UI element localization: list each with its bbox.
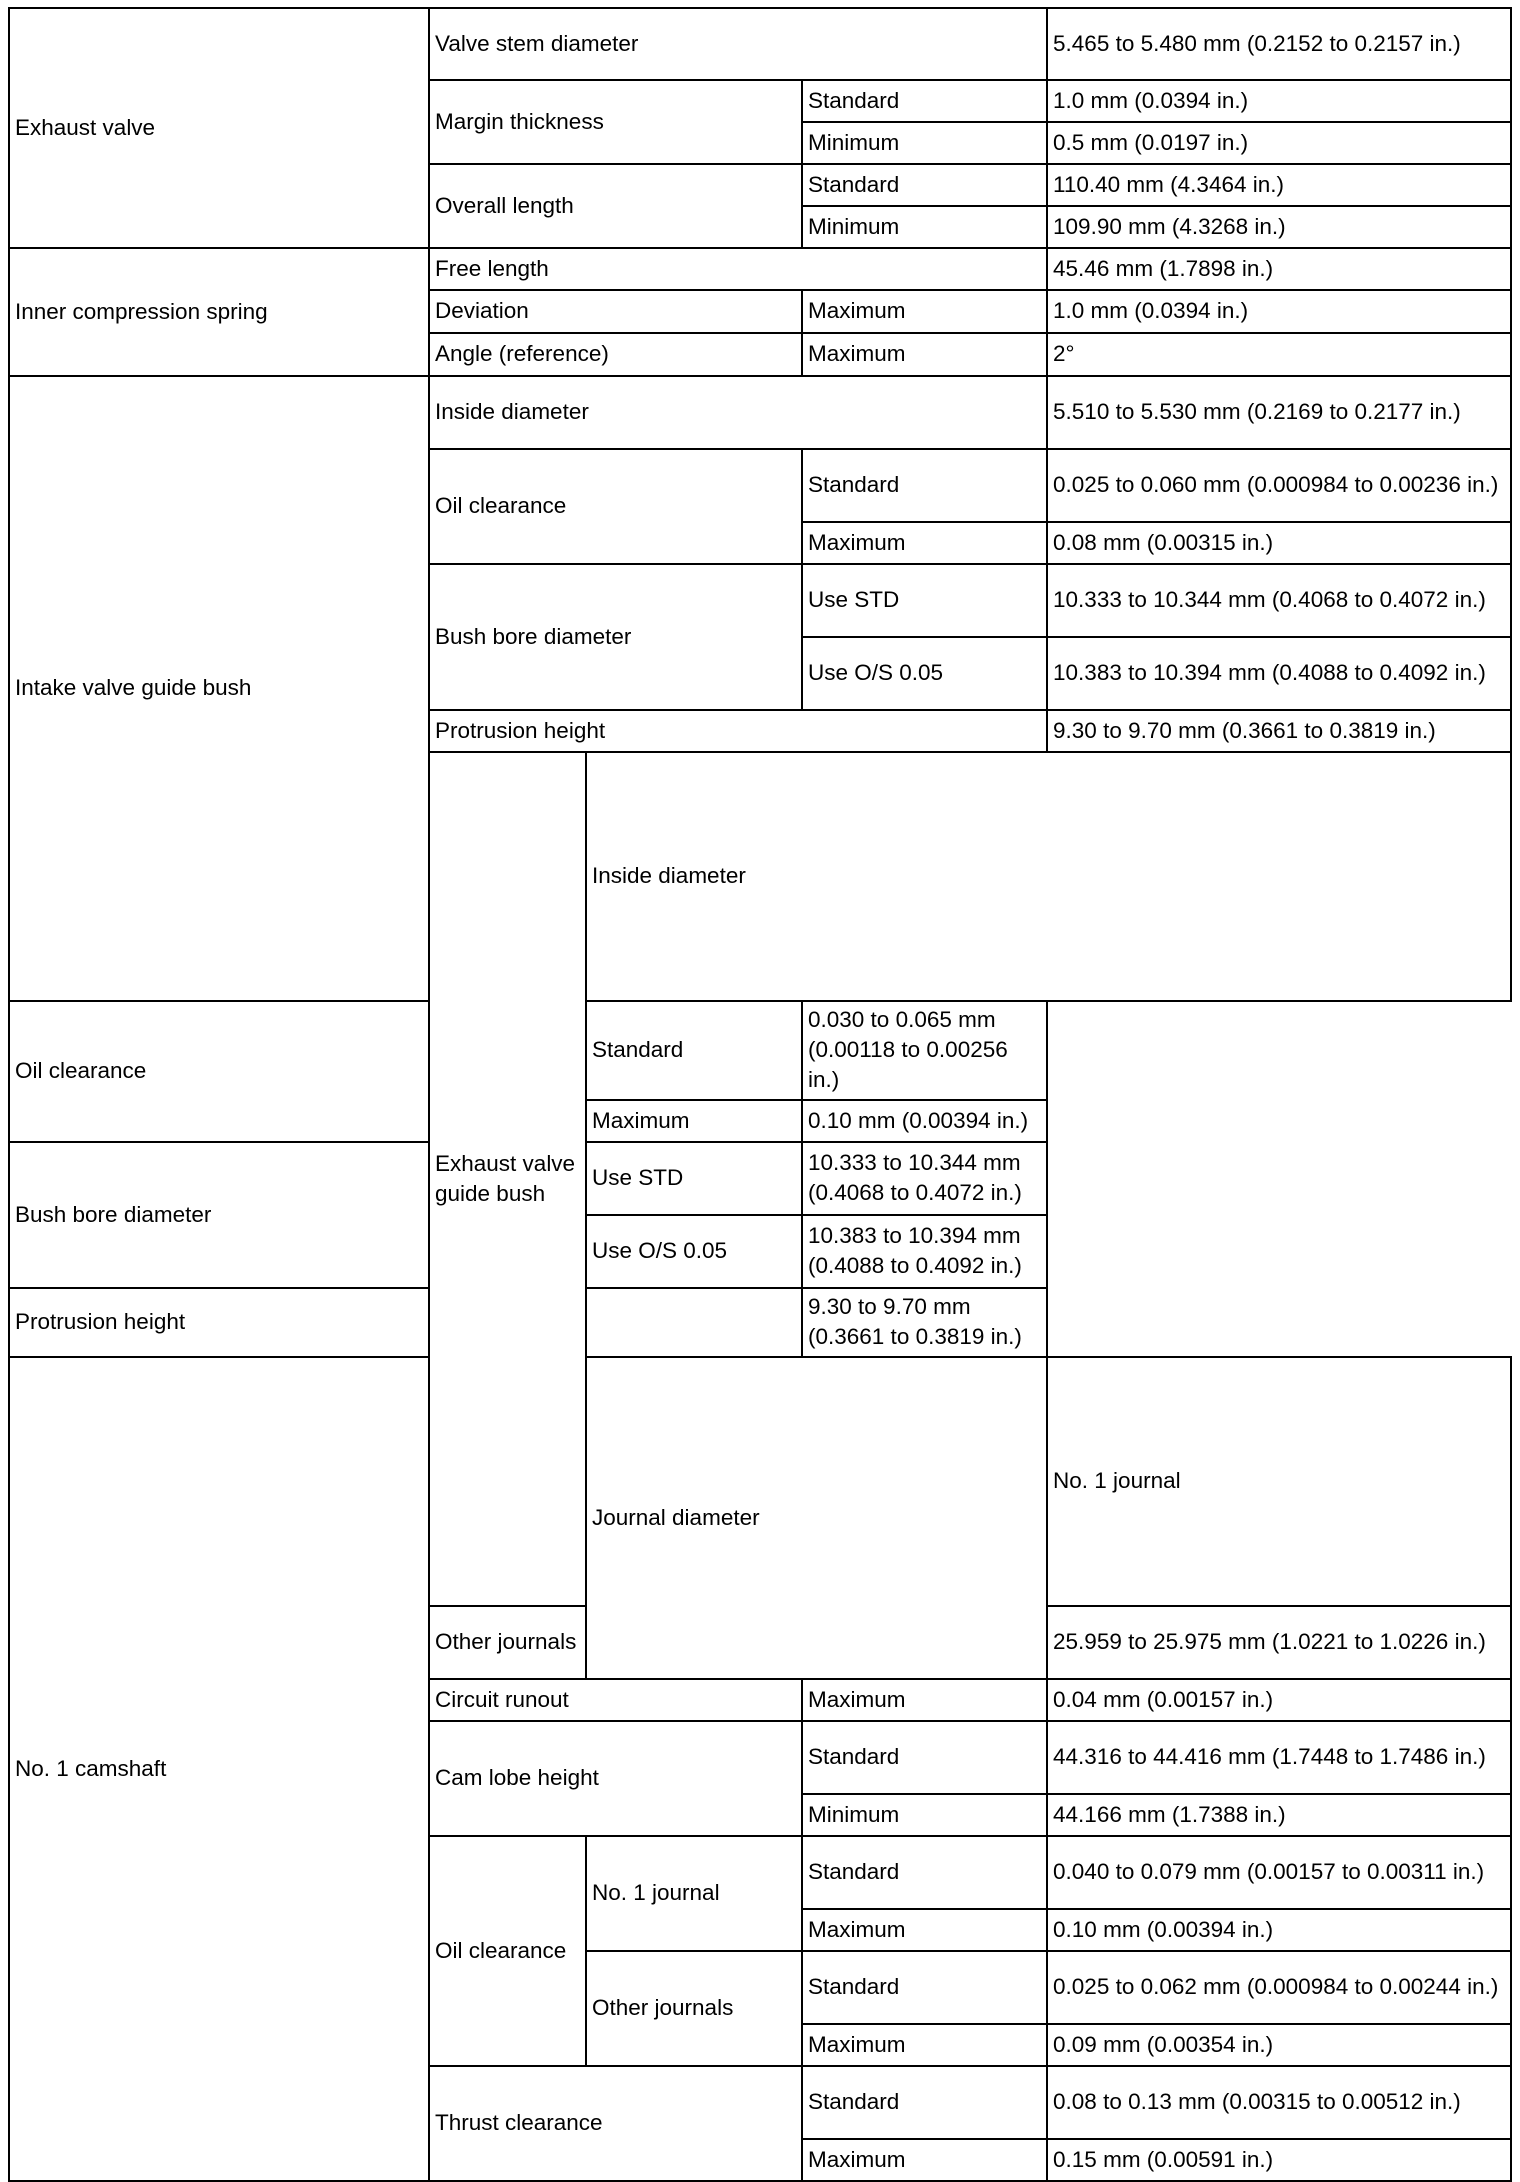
table-cell: Standard [802,1721,1047,1794]
table-row [9,1001,1511,1100]
table-cell: Standard [802,164,1047,206]
table-cell: 0.15 mm (0.00591 in.) [1047,2139,1511,2181]
table-cell: Maximum [802,290,1047,333]
table-cell: Standard [802,1836,1047,1909]
table-cell: Margin thickness [429,80,802,164]
table-cell: 0.030 to 0.065 mm (0.00118 to 0.00256 in.) [802,1001,1047,1100]
table-cell: 110.40 mm (4.3464 in.) [1047,164,1511,206]
table-cell: Overall length [429,164,802,248]
table-cell: 5.465 to 5.480 mm (0.2152 to 0.2157 in.) [1047,8,1511,80]
table-cell: 0.04 mm (0.00157 in.) [1047,1679,1511,1721]
table-cell: Inside diameter [429,376,1047,449]
table-cell: 45.46 mm (1.7898 in.) [1047,248,1511,290]
table-cell: Bush bore diameter [429,564,802,710]
table-cell: Use STD [586,1142,802,1215]
table-cell: Exhaust valve [9,8,429,248]
table-cell: Use STD [802,564,1047,637]
table-cell: 10.333 to 10.344 mm (0.4068 to 0.4072 in.) [802,1142,1047,1215]
table-cell: Maximum [802,333,1047,376]
table-cell: Minimum [802,122,1047,164]
table-cell: Maximum [802,2024,1047,2066]
table-cell: 0.040 to 0.079 mm (0.00157 to 0.00311 in.) [1047,1836,1511,1909]
table-cell: 5.510 to 5.530 mm (0.2169 to 0.2177 in.) [1047,376,1511,449]
table-cell: Maximum [802,1679,1047,1721]
table-cell: 9.30 to 9.70 mm (0.3661 to 0.3819 in.) [1047,710,1511,752]
table-cell: 0.025 to 0.062 mm (0.000984 to 0.00244 in.) [1047,1951,1511,2024]
spec-table-body [9,8,1511,2181]
table-cell: Minimum [802,206,1047,248]
table-cell: Oil clearance [429,1836,586,2066]
table-cell: 1.0 mm (0.0394 in.) [1047,80,1511,122]
table-cell: 0.5 mm (0.0197 in.) [1047,122,1511,164]
table-row [9,1142,1511,1215]
table-row [9,248,1511,290]
table-cell: Journal diameter [586,1357,1047,1679]
table-cell: 25.959 to 25.975 mm (1.0221 to 1.0226 in.) [1047,1606,1511,1679]
table-cell: Intake valve guide bush [9,376,429,1001]
table-cell: Standard [802,449,1047,522]
table-cell: Oil clearance [9,1001,586,1142]
table-cell: Standard [802,2066,1047,2139]
table-cell: Maximum [802,2139,1047,2181]
table-row [9,8,1511,80]
table-cell: 10.333 to 10.344 mm (0.4068 to 0.4072 in.) [1047,564,1511,637]
table-cell: 0.09 mm (0.00354 in.) [1047,2024,1511,2066]
table-cell: Other journals [586,1951,802,2066]
table-cell: Minimum [802,1794,1047,1836]
table-cell: Standard [802,1951,1047,2024]
table-cell: Circuit runout [429,1679,802,1721]
table-cell: No. 1 camshaft [9,1357,429,2181]
table-row [9,376,1511,449]
table-cell: Maximum [802,522,1047,564]
table-cell: Standard [586,1001,802,1100]
table-cell: Exhaust valve guide bush [429,752,586,1606]
table-cell: 0.025 to 0.060 mm (0.000984 to 0.00236 in.) [1047,449,1511,522]
table-cell: 109.90 mm (4.3268 in.) [1047,206,1511,248]
table-cell: 1.0 mm (0.0394 in.) [1047,290,1511,333]
table-cell: Inside diameter [586,752,1511,1001]
table-cell: 0.10 mm (0.00394 in.) [1047,1909,1511,1951]
table-cell: 44.316 to 44.416 mm (1.7448 to 1.7486 in.) [1047,1721,1511,1794]
table-cell: Maximum [586,1100,802,1142]
table-cell: 0.08 mm (0.00315 in.) [1047,522,1511,564]
table-cell: Cam lobe height [429,1721,802,1836]
table-cell: Oil clearance [429,449,802,564]
table-cell: Deviation [429,290,802,333]
table-cell: 0.10 mm (0.00394 in.) [802,1100,1047,1142]
table-cell: Protrusion height [429,710,1047,752]
table-cell: Standard [802,80,1047,122]
spec-table [8,7,1512,2182]
table-cell: Maximum [802,1909,1047,1951]
table-cell: 10.383 to 10.394 mm (0.4088 to 0.4092 in.) [1047,637,1511,710]
table-cell: No. 1 journal [586,1836,802,1951]
table-cell: 2° [1047,333,1511,376]
table-cell: Angle (reference) [429,333,802,376]
table-cell: No. 1 journal [1047,1357,1511,1606]
table-cell: 10.383 to 10.394 mm (0.4088 to 0.4092 in.) [802,1215,1047,1288]
table-cell: Inner compression spring [9,248,429,376]
table-cell: 0.08 to 0.13 mm (0.00315 to 0.00512 in.) [1047,2066,1511,2139]
table-cell: Free length [429,248,1047,290]
table-cell: Other journals [429,1606,586,1679]
table-row [9,1288,1511,1357]
table-cell: Thrust clearance [429,2066,802,2181]
table-cell: Use O/S 0.05 [586,1215,802,1288]
table-cell: Valve stem diameter [429,8,1047,80]
table-cell: 44.166 mm (1.7388 in.) [1047,1794,1511,1836]
table-row [9,1357,1511,1606]
table-cell: Bush bore diameter [9,1142,586,1288]
table-cell: 9.30 to 9.70 mm (0.3661 to 0.3819 in.) [802,1288,1047,1357]
table-cell: Protrusion height [9,1288,802,1357]
table-cell: Use O/S 0.05 [802,637,1047,710]
